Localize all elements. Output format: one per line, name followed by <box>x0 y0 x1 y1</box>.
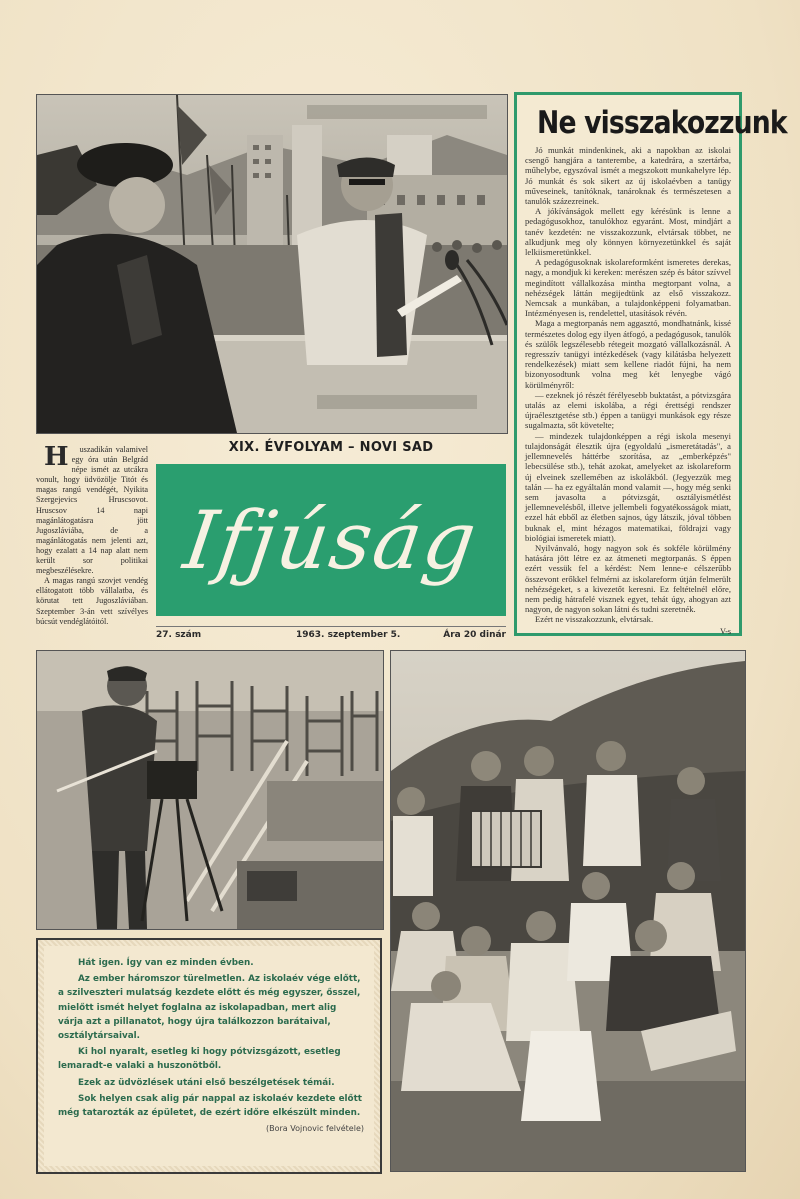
masthead-banner <box>156 464 506 616</box>
drop-cap: H <box>44 445 69 472</box>
editorial-box <box>514 92 787 636</box>
editorial-paragraph: — mindezek tulajdonképpen a régi iskola mesenyi tulajdonságát élesztik újra (egyoldalú „ismeretátadás", a jellemnevelés háttérbe szorítása, az „emberképzés" lebecsülése stb.), tehát azokat, amelyeket az iskolareform új elveinek szellemében az iskolákból. (Jegyezzük meg talán — ha ez egyáltalán mond valamit —, hogy még senki sem javasolta a pótvizsgát, osztályismétlést jellemnevelésből, illetve jellembeli fogyatékosságok miatt, ezzel hát ebből az életben sajnos, úgy látszik, jóval többen buknak el, mint hézagos matematikai, földrajzi vagy biológiai ismeretek miatt). <box>525 430 731 543</box>
editorial-signature: V-s <box>720 626 731 636</box>
lead-paragraph-text: uszadikán valamivel egy óra után Belgrád népe ismét az utcákra vonult, hogy üdvözölje Titót és magas rangú vendégét, Nyikita Szergejevics Hruscsovot. Hruscsov 14 napi magánlátogatásra jött Jugoszláviába, de a magánlátogatás nem jelenti azt, hogy ezalatt a 14 nap alatt nem került sor politikai megbeszélésekre. <box>36 445 148 576</box>
issue-line <box>156 626 506 641</box>
editorial-paragraph: A pedagógusoknak iskolareformként ismeretes derekas, nagy, a mondjuk ki kereken: merészen szép és bátor szívvel megindított vállalkozása mintha megtorpant volna, a nehézségek láttán megijedtünk az első visszakozz. Nemcsak a munkában, a tulajdonképpeni folyamatban. Intézményesen is, rendelettel, utasítások révén. <box>525 257 731 319</box>
lead-article <box>36 445 148 640</box>
lead-paragraph <box>36 445 148 576</box>
photo-workshop <box>36 650 384 930</box>
photo-ceremony <box>36 94 508 434</box>
photo-students <box>390 650 746 1172</box>
editorial-paragraph: Jó munkát mindenkinek, aki a napokban az iskolai csengő hangjára a tanterembe, a katedrára, a szertárba, műhelybe, egyszóval ismét a megszokott munkahelyre lép. Jó munkát és sok sikert az új iskolaévben a tanügy műveseinek, tanítóknak, tanároknak és természetesen a tanulók százezreinek. <box>525 145 731 207</box>
caption-inner <box>44 946 374 1166</box>
newspaper-title: Ifjúság <box>178 493 484 587</box>
editorial-title: Ne visszakozzunk <box>537 105 787 141</box>
issue-date: 1963. szeptember 5. <box>296 630 401 640</box>
lead-paragraph: A magas rangú szovjet vendég ellátogatott több vállalatba, és körutat tett Jugoszláviában. Szeptember 3-án vett szívélyes búcsút vendéglátóitól. <box>36 576 148 626</box>
caption-box <box>36 938 382 1174</box>
volume-line: XIX. ÉVFOLYAM – NOVI SAD <box>228 440 434 455</box>
editorial-paragraph: — ezeknek jó részét férélyesebb buktatást, a pótvizsgára utalás az elemi iskolába, a régi érettségi rendszer újraélesztgetése stb.) éppen a tanügyi munkások egy része sugalmazta, sőt követelte; <box>525 389 731 431</box>
editorial-paragraph: A jókívánságok mellett egy kérésünk is lenne a pedagógusokhoz, tanulókhoz egyaránt. Most, mindjárt a tanév kezdetén: ne visszakozzunk, elvtársak többet, ne alkudjunk meg oly könnyen környezetünkkel és saját lelkiismeretünkkel. <box>525 206 731 258</box>
photo-credit: (Bora Vojnovic felvétele) <box>265 1124 364 1134</box>
caption-paragraph: Hát igen. Így van ez minden évben. <box>78 958 254 968</box>
caption-paragraph: Az ember háromszor türelmetlen. Az iskolaév vége előtt, a szilveszteri mulatság kezdete előtt és még egyszer, ősszel, mielőtt ismét helyet foglalna az iskolapadban, mert alig várja azt a pillanatot, hogy újra találkozzon barátaival, osztálytársaival. <box>58 974 361 1042</box>
editorial-paragraph: Nyilvánvaló, hogy nagyon sok és sokféle körülmény hatására jött létre ez az átmeneti megtorpanás. S éppen ezért vessük fel a kérdést: Nem lenne-e célszerűbb összevont erőkkel felmérni az iskolareform útján felmerült nehézségeket, s a kivezetőt keresni. Ez feltételnél előre, nem pedig hátrafelé visznek egyet, tehát úgy, ahogyan azt nagyon, de nagyon sokan látni és tudni szeretnék. <box>525 542 731 615</box>
caption-paragraph: Sok helyen csak alig pár nappal az iskolaév kezdete előtt még tatarozták az épületet, de ezért időre elkészült minden. <box>58 1093 363 1119</box>
caption-paragraph: Ki hol nyaralt, esetleg ki hogy pótvizsgázott, esetleg lemaradt-e valaki a huszonötből. <box>58 1047 341 1072</box>
issue-number: 27. szám <box>156 630 202 640</box>
editorial-paragraph: Maga a megtorpanás nem aggasztó, mondhatnánk, kissé természetes dolog egy ilyen átfogó, a pedagógusok, tanulók és szülők legszélesebb rétegeit mozgató vállalkozásnál. A regresszív tanügyi intézkedések (vagy kilátásba helyezett rendelkezések) miatt sem kellene riadót fújni, ha nem bizonyosodtunk volna meg két lenyegbe vágó körülményről: <box>525 318 731 390</box>
issue-price: Ára 20 dinár <box>443 630 506 640</box>
editorial-paragraph: Ezért ne visszakozzunk, elvtársak. <box>535 614 654 625</box>
caption-paragraph: Ezek az üdvözlések utáni első beszélgetések témái. <box>78 1077 335 1088</box>
